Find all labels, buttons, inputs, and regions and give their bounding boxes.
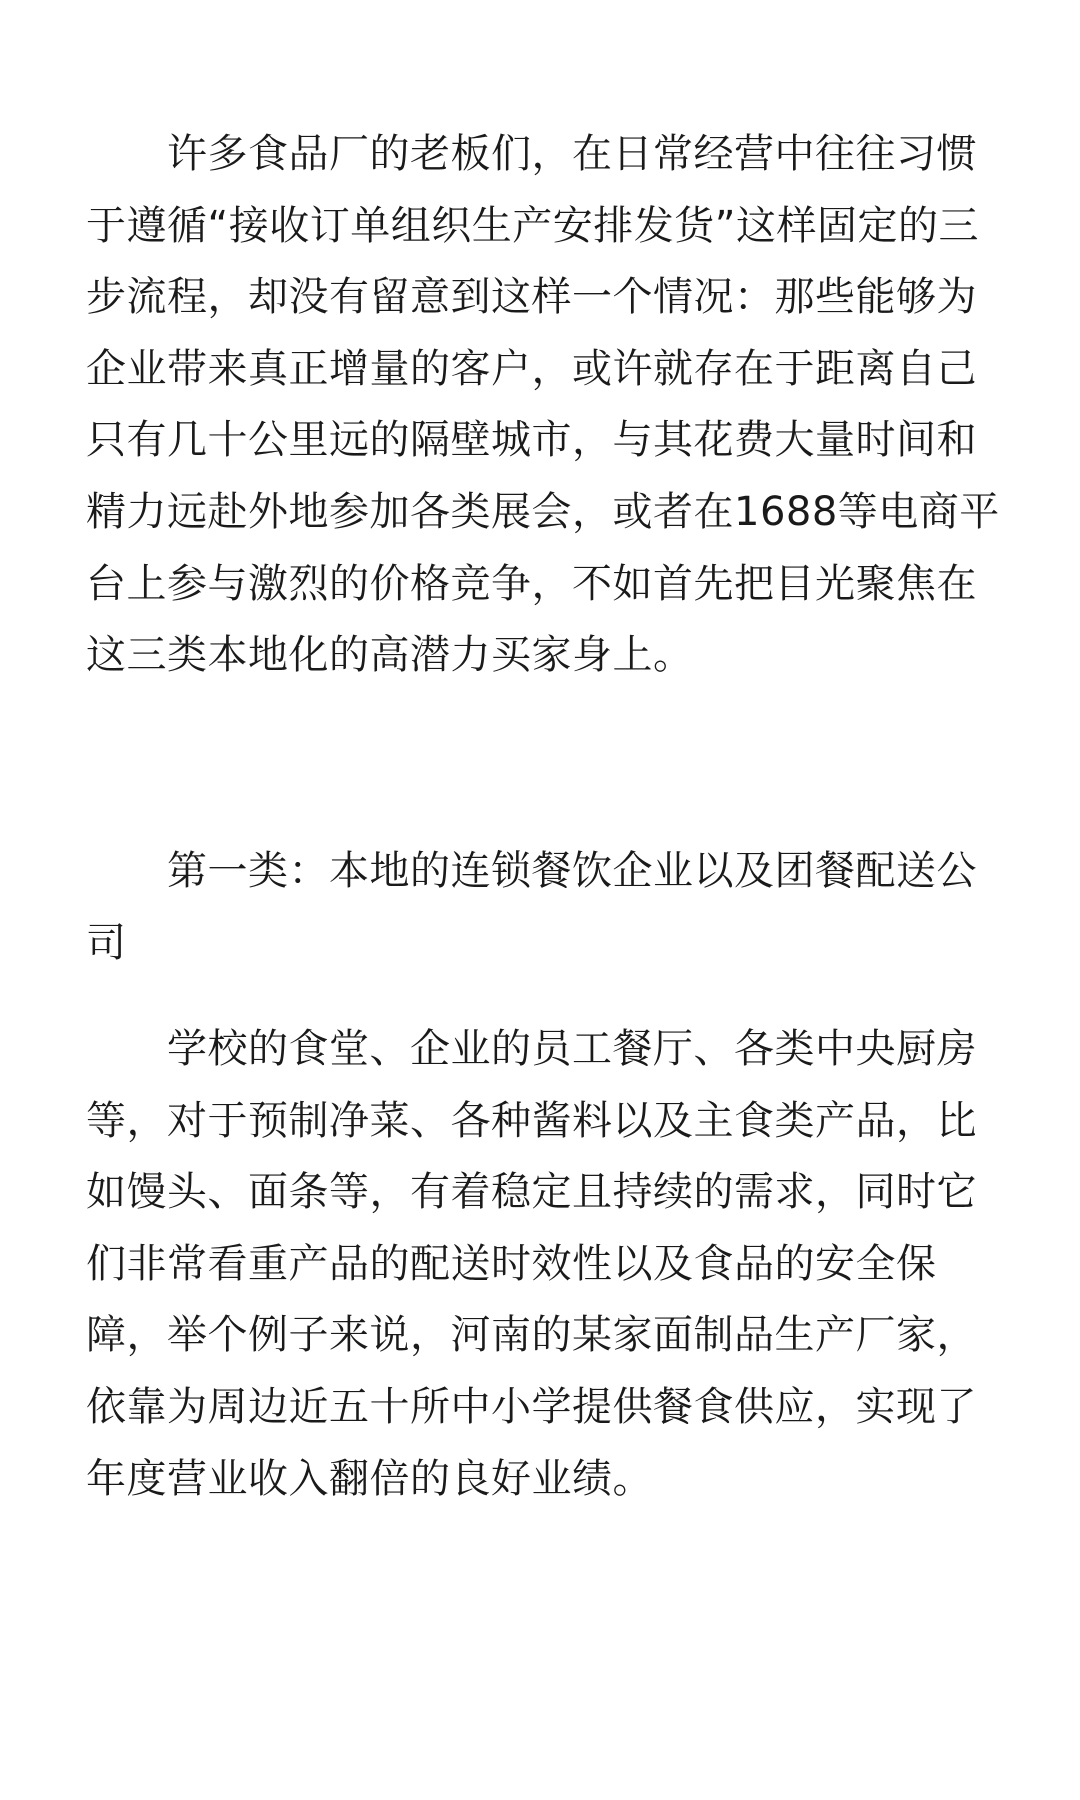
section-heading-first-category bbox=[86, 836, 1006, 979]
first-category-paragraph bbox=[86, 1014, 1006, 1515]
text-line: 于遵循“接收订单组织生产安排发货”这样固定的三 bbox=[86, 202, 979, 249]
text-line: 依靠为周边近五十所中小学提供餐食供应，实现了 bbox=[86, 1383, 977, 1430]
text-line: 企业带来真正增量的客户，或许就存在于距离自己 bbox=[86, 345, 977, 392]
text-line: 许多食品厂的老板们，在日常经营中往往习惯 bbox=[86, 131, 977, 177]
text-line: 第一类：本地的连锁餐饮企业以及团餐配送公 bbox=[86, 848, 977, 894]
text-line: 台上参与激烈的价格竞争，不如首先把目光聚焦在 bbox=[86, 560, 977, 607]
text-line: 这三类本地化的高潜力买家身上。 bbox=[86, 632, 694, 679]
text-line: 年度营业收入翻倍的良好业绩。 bbox=[86, 1455, 653, 1502]
text-line: 们非常看重产品的配送时效性以及食品的安全保 bbox=[86, 1240, 937, 1287]
text-line: 等，对于预制净菜、各种酱料以及主食类产品，比 bbox=[86, 1097, 977, 1144]
text-line: 学校的食堂、企业的员工餐厅、各类中央厨房 bbox=[86, 1026, 977, 1072]
text-line: 障，举个例子来说，河南的某家面制品生产厂家， bbox=[86, 1312, 977, 1359]
text-line: 精力远赴外地参加各类展会，或者在1688等电商平 bbox=[86, 488, 1000, 535]
text-line: 如馒头、面条等，有着稳定且持续的需求，同时它 bbox=[86, 1169, 977, 1216]
intro-paragraph bbox=[86, 119, 1006, 692]
text-line: 步流程，却没有留意到这样一个情况：那些能够为 bbox=[86, 274, 977, 321]
text-line: 只有几十公里远的隔壁城市，与其花费大量时间和 bbox=[86, 417, 977, 464]
text-line: 司 bbox=[86, 919, 127, 966]
